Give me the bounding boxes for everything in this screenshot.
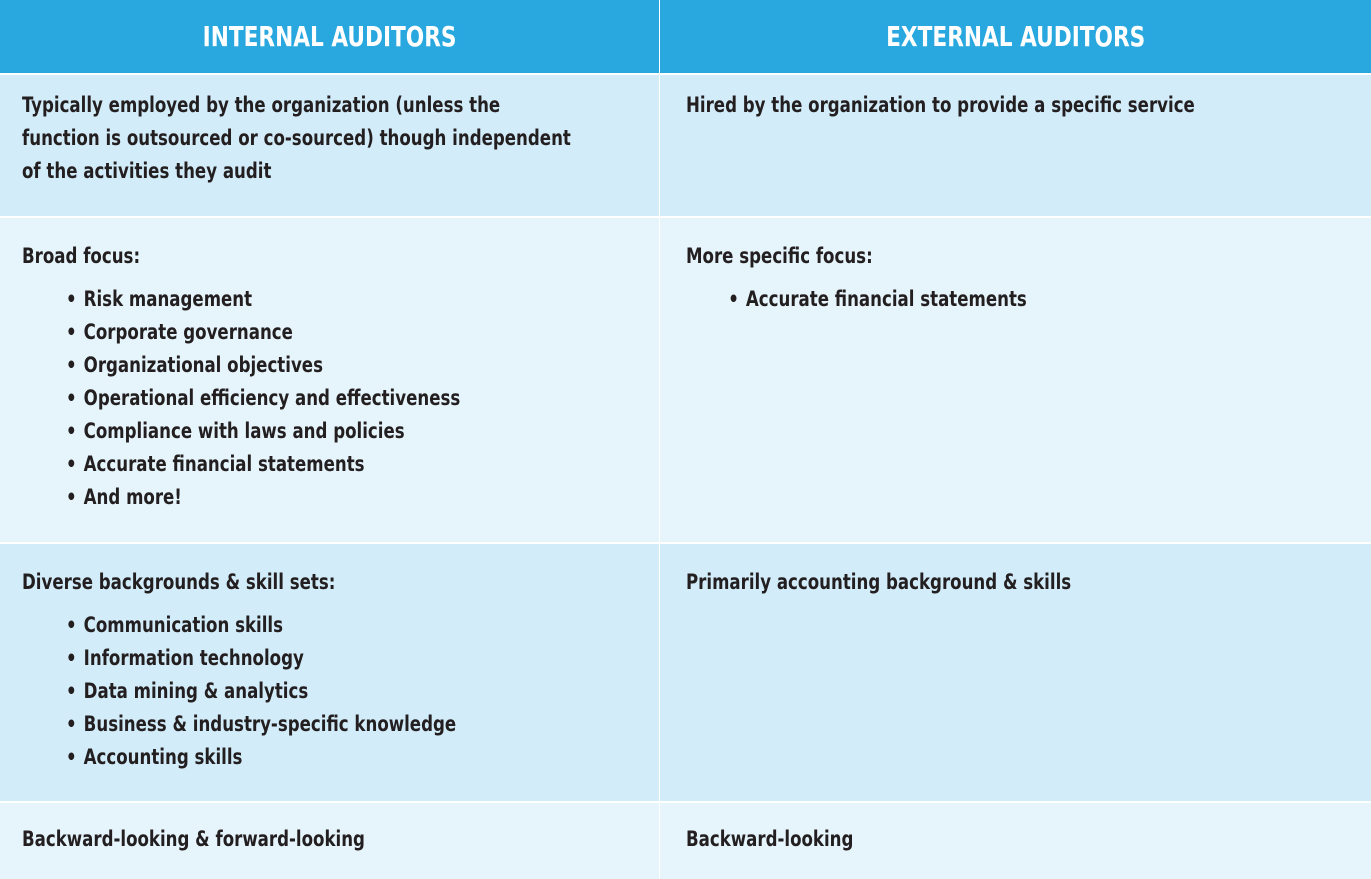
list-item: • Accurate financial statements	[728, 283, 1027, 316]
list-item: • Compliance with laws and policies	[66, 415, 460, 448]
list-item: • Risk management	[66, 283, 460, 316]
external-employment-cell	[660, 75, 1371, 218]
external-focus-cell	[660, 218, 1371, 544]
bullet-icon: •	[728, 287, 739, 311]
bullet-icon: •	[66, 452, 77, 476]
bullet-icon: •	[66, 679, 77, 703]
internal-focus-list	[22, 283, 460, 514]
internal-focus-cell	[0, 218, 659, 544]
internal-employment-line: function is outsourced or co-sourced) though independent	[22, 126, 571, 150]
list-item: • Accounting skills	[66, 741, 456, 774]
internal-orientation-cell	[0, 803, 659, 879]
list-item: • Accurate financial statements	[66, 448, 460, 481]
internal-orientation-text: Backward-looking & forward-looking	[22, 827, 365, 851]
list-item: • Corporate governance	[66, 316, 460, 349]
external-employment-text: Hired by the organization to provide a specific service	[686, 93, 1195, 117]
internal-skills-intro: Diverse backgrounds & skill sets:	[22, 570, 336, 594]
list-item: • Business & industry-specific knowledge	[66, 708, 456, 741]
external-header-cell	[660, 0, 1371, 75]
list-item: • Operational efficiency and effectiveness	[66, 382, 460, 415]
list-item: • Organizational objectives	[66, 349, 460, 382]
bullet-icon: •	[66, 287, 77, 311]
list-item: • Information technology	[66, 642, 456, 675]
external-auditors-heading: EXTERNAL AUDITORS	[885, 20, 1146, 53]
external-orientation-cell	[660, 803, 1371, 879]
list-item: • And more!	[66, 481, 460, 514]
external-skills-cell	[660, 544, 1371, 803]
list-item: • Data mining & analytics	[66, 675, 456, 708]
internal-auditors-heading: INTERNAL AUDITORS	[202, 20, 457, 53]
bullet-icon: •	[66, 320, 77, 344]
external-orientation-text: Backward-looking	[686, 827, 854, 851]
internal-skills-cell	[0, 544, 659, 803]
bullet-icon: •	[66, 613, 77, 637]
internal-header-cell	[0, 0, 659, 75]
external-focus-intro: More specific focus:	[686, 244, 873, 268]
bullet-icon: •	[66, 745, 77, 769]
external-focus-list	[686, 283, 1027, 316]
bullet-icon: •	[66, 353, 77, 377]
internal-employment-line: Typically employed by the organization (unless the	[22, 93, 501, 117]
bullet-icon: •	[66, 646, 77, 670]
bullet-icon: •	[66, 419, 77, 443]
internal-focus-intro: Broad focus:	[22, 244, 141, 268]
bullet-icon: •	[66, 386, 77, 410]
internal-employment-line: of the activities they audit	[22, 159, 272, 183]
bullet-icon: •	[66, 712, 77, 736]
internal-skills-list	[22, 609, 456, 774]
internal-employment-cell	[0, 75, 659, 218]
external-skills-text: Primarily accounting background & skills	[686, 570, 1072, 594]
bullet-icon: •	[66, 485, 77, 509]
list-item: • Communication skills	[66, 609, 456, 642]
